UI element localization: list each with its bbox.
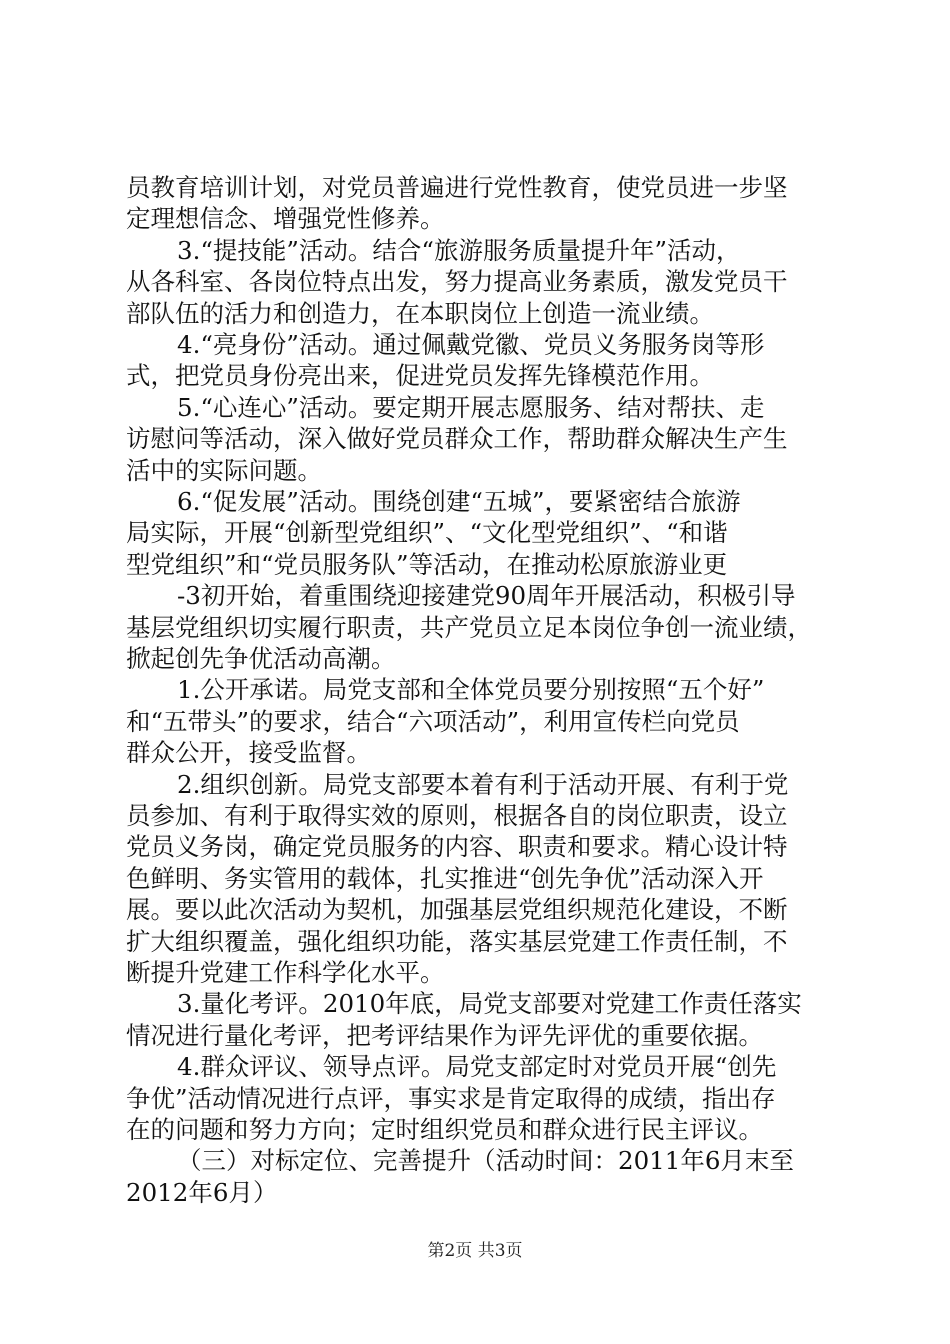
text-line: 掀起创先争优活动高潮。	[126, 644, 396, 673]
text-line: 5.“心连心”活动。要定期开展志愿服务、结对帮扶、走	[177, 392, 765, 422]
text-line: 活中的实际问题。	[126, 455, 322, 485]
text-line: 式，把党员身份亮出来，促进党员发挥先锋模范作用。	[126, 361, 714, 391]
text-line: 1.公开承诺。局党支部和全体党员要分别按照“五个好”	[177, 675, 765, 705]
section-heading: （三）对标定位、完善提升（活动时间：2011年6月末至	[177, 1146, 794, 1176]
text-line: 4.群众评议、领导点评。局党支部定时对党员开展“创先	[177, 1052, 777, 1082]
text-line: 断提升党建工作科学化水平。	[126, 958, 445, 987]
text-line: 2012年6月）	[126, 1177, 278, 1207]
text-line: 争优”活动情况进行点评，事实求是肯定取得的成绩，指出存	[126, 1083, 776, 1113]
text-line: 员教育培训计划，对党员普遍进行党性教育，使党员进一步坚	[126, 173, 788, 202]
text-line: 3.“提技能”活动。结合“旅游服务质量提升年”活动，	[177, 235, 741, 265]
text-line: 色鲜明、务实管用的载体，扎实推进“创先争优”活动深入开	[126, 863, 764, 893]
text-line: 3.量化考评。2010年底，局党支部要对党建工作责任落实	[177, 989, 802, 1019]
text-line: 从各科室、各岗位特点出发，努力提高业务素质，激发党员干	[126, 267, 788, 297]
text-line: 情况进行量化考评，把考评结果作为评先评优的重要依据。	[126, 1020, 763, 1050]
text-line: 2.组织创新。局党支部要本着有利于活动开展、有利于党	[177, 769, 789, 799]
text-line: 展。要以此次活动为契机，加强基层党组织规范化建设，不断	[126, 895, 788, 925]
text-line: 员参加、有利于取得实效的原则，根据各自的岗位职责，设立	[126, 801, 788, 830]
text-line: 扩大组织覆盖，强化组织功能，落实基层党建工作责任制，不	[126, 926, 788, 956]
text-line: 部队伍的活力和创造力，在本职岗位上创造一流业绩。	[126, 298, 714, 328]
text-line: -3初开始，着重围绕迎接建党90周年开展活动，积极引导	[177, 581, 796, 611]
text-line: 局实际，开展“创新型党组织”、“文化型党组织”、“和谐	[126, 518, 728, 548]
text-line: 和“五带头”的要求，结合“六项活动”，利用宣传栏向党员	[126, 706, 740, 736]
text-line: 定理想信念、增强党性修养。	[126, 204, 445, 234]
text-line: 在的问题和努力方向；定时组织党员和群众进行民主评议。	[126, 1115, 763, 1144]
text-line: 6.“促发展”活动。围绕创建“五城”，要紧密结合旅游	[177, 487, 741, 516]
page-footer: 第2页 共3页	[427, 1241, 523, 1261]
text-line: 党员义务岗，确定党员服务的内容、职责和要求。精心设计特	[126, 832, 788, 862]
text-line: 基层党组织切实履行职责，共产党员立足本岗位争创一流业绩，	[126, 612, 812, 642]
text-line: 访慰问等活动，深入做好党员群众工作，帮助群众解决生产生	[126, 424, 788, 454]
text-line: 4.“亮身份”活动。通过佩戴党徽、党员义务服务岗等形	[177, 330, 765, 359]
text-line: 群众公开，接受监督。	[126, 738, 371, 768]
text-line: 型党组织”和“党员服务队”等活动，在推动松原旅游业更	[126, 549, 728, 579]
